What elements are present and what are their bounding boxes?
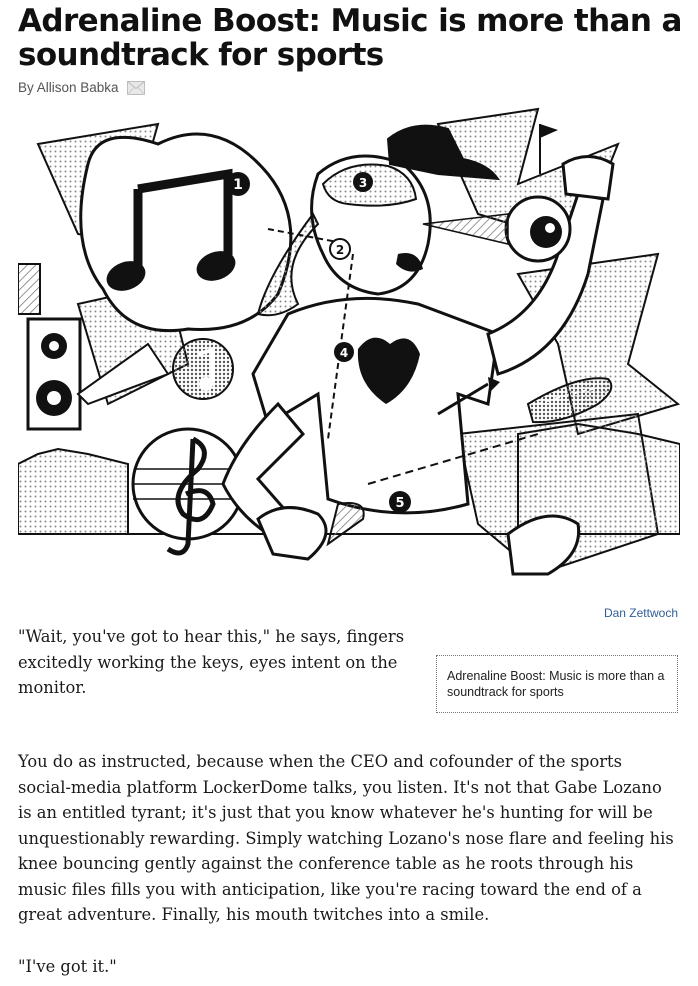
related-article-box[interactable] [436, 655, 678, 713]
marker-5-label: 5 [395, 496, 405, 511]
marker-5 [389, 491, 411, 513]
marker-1 [226, 172, 250, 196]
marker-2 [330, 239, 350, 259]
related-article-link[interactable]: Adrenaline Boost: Music is more than a soundtrack for sports [447, 669, 665, 699]
paragraph-1: "Wait, you've got to hear this," he says, fingers excitedly working the keys, eyes intent on the monitor. [18, 627, 405, 697]
marker-4 [334, 342, 354, 362]
pennant [540, 124, 558, 174]
speaker-stack [18, 264, 80, 429]
author-name[interactable]: By Allison Babka [18, 80, 119, 95]
marker-2-label: 2 [335, 243, 345, 257]
image-credit[interactable]: Dan Zettwoch [603, 606, 678, 620]
marker-4-label: 4 [339, 346, 349, 360]
music-note-bubble [81, 134, 291, 331]
envelope-icon[interactable] [127, 81, 145, 95]
article-headline: Adrenaline Boost: Music is more than a soundtrack for sports [18, 3, 682, 73]
marker-3 [353, 172, 373, 192]
paragraph-2: You do as instructed, because when the CEO and cofounder of the sports social-media platform LockerDome talks, you listen. It's not that Gabe Lozano is an entitled tyrant; it's just that you know whatever he's hunting for will be unquestionably rewarding. Simply watching Lozano's nose flare and feeling his knee bouncing gently against the conference table as he roots through his music files fills you with anticipation, like you're racing toward the end of a great adventure. Finally, his mouth twitches into a smile. [18, 752, 674, 924]
marker-1-label: 1 [233, 177, 243, 193]
byline [18, 80, 145, 95]
marker-3-label: 3 [358, 176, 368, 190]
paragraph-3: "I've got it." [18, 957, 117, 976]
article-illustration [18, 104, 680, 604]
small-note-circle [173, 339, 233, 399]
